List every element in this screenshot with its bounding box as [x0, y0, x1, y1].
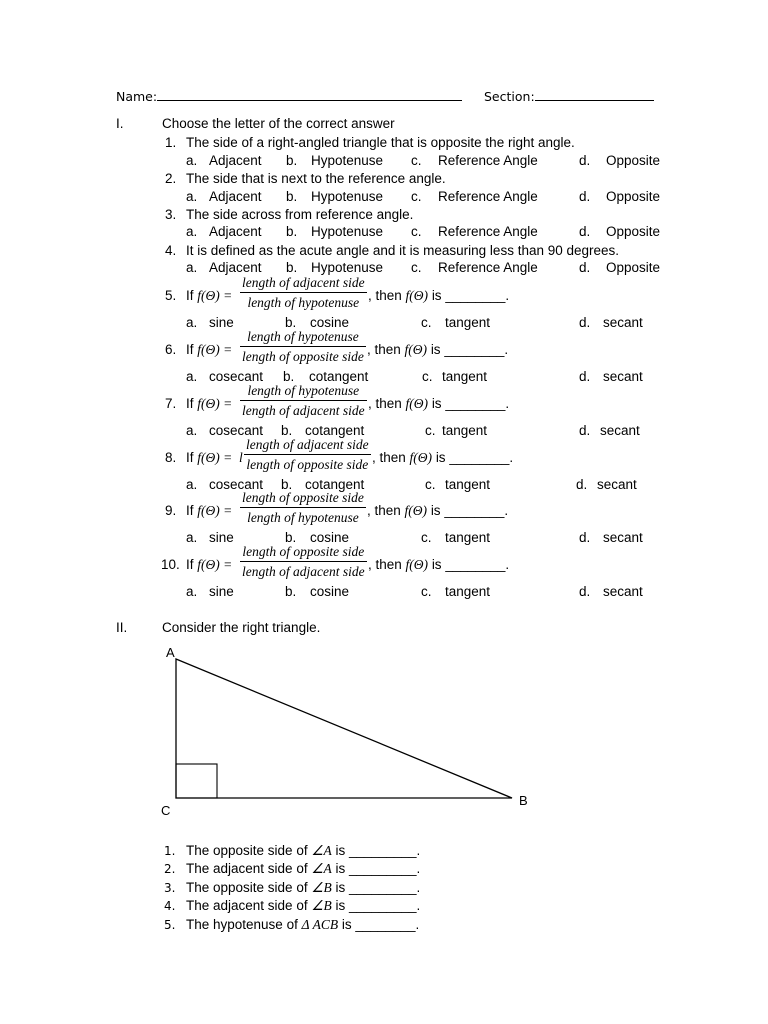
choice-letter[interactable]: b. [283, 369, 295, 384]
then-word: , then [368, 288, 402, 303]
choice-text[interactable]: sine [209, 315, 234, 330]
choice-text[interactable]: secant [597, 477, 637, 492]
choice-text[interactable]: cosine [310, 584, 350, 599]
question-formula-suffix [368, 397, 509, 411]
vertex-label-b: B [519, 793, 528, 808]
choice-text[interactable]: sine [209, 584, 234, 599]
question-formula-prefix [186, 289, 232, 303]
part2-question-text [186, 862, 420, 876]
answer-blank-text: is ________. [431, 396, 510, 411]
function-expression: f(Θ) = [197, 503, 233, 518]
question-text: The side that is next to the reference angle. [186, 171, 446, 186]
part2-question-pre: The adjacent side of [186, 898, 312, 913]
choice-letter[interactable]: b. [286, 224, 298, 239]
choice-letter[interactable]: b. [286, 260, 298, 275]
choice-letter[interactable]: d. [579, 369, 591, 384]
then-word: , then [372, 450, 406, 465]
part2-question-pre: The opposite side of [186, 880, 312, 895]
if-word: If [186, 557, 198, 572]
choice-letter[interactable]: a. [186, 315, 198, 330]
choice-text[interactable]: sine [209, 530, 234, 545]
question-number: 9. [165, 503, 177, 518]
answer-blank-text: is ________. [430, 342, 509, 357]
fraction [240, 384, 367, 417]
choice-text[interactable]: secant [600, 423, 640, 438]
part2-question-text [186, 844, 420, 858]
fraction-denominator: length of hypotenuse [247, 509, 359, 525]
if-word: If [186, 396, 198, 411]
section-blank[interactable] [535, 89, 654, 101]
question-text: The side across from reference angle. [186, 207, 414, 222]
choice-letter[interactable]: c. [411, 153, 422, 168]
choice-text[interactable]: tangent [442, 423, 488, 438]
choice-letter[interactable]: c. [422, 369, 433, 384]
function-expression-2: f(Θ) [404, 503, 428, 518]
question-number: 2. [165, 171, 177, 186]
question-formula-suffix [372, 451, 513, 465]
choice-letter[interactable]: d. [579, 224, 591, 239]
choice-letter[interactable]: a. [186, 369, 198, 384]
choice-letter[interactable]: a. [186, 260, 198, 275]
question-formula-prefix [186, 504, 232, 518]
question-number: 1. [165, 135, 177, 150]
fraction [240, 491, 366, 524]
function-expression-2: f(Θ) [405, 557, 429, 572]
question-number: 6. [165, 342, 177, 357]
function-expression-2: f(Θ) [404, 342, 428, 357]
fraction-numerator: length of adjacent side [244, 438, 371, 455]
choice-letter[interactable]: d. [579, 153, 591, 168]
choice-text[interactable]: cotangent [305, 477, 365, 492]
angle-expression: ∠B [311, 898, 332, 913]
question-formula-prefix [186, 343, 232, 357]
part2-question-pre: The opposite side of [186, 843, 312, 858]
choice-text[interactable]: Reference Angle [438, 153, 538, 168]
choice-text[interactable]: Opposite [606, 260, 661, 275]
question-number: 7. [165, 396, 177, 411]
part2-question-post: is _________. [331, 861, 421, 876]
part2-instruction: Consider the right triangle. [162, 620, 321, 635]
question-formula-suffix [367, 343, 508, 357]
if-word: If [186, 503, 198, 518]
choice-letter[interactable]: b. [285, 584, 297, 599]
choice-letter[interactable]: d. [579, 423, 591, 438]
choice-text[interactable]: secant [603, 369, 643, 384]
choice-text[interactable]: Opposite [606, 153, 661, 168]
choice-text[interactable]: Opposite [606, 189, 661, 204]
stray-letter: l [239, 450, 243, 465]
then-word: , then [368, 557, 402, 572]
choice-letter[interactable]: c. [411, 260, 422, 275]
fraction [240, 276, 367, 309]
question-number: 5. [165, 288, 177, 303]
function-expression: f(Θ) = [197, 396, 233, 411]
answer-blank-text: is ________. [435, 450, 514, 465]
choice-letter[interactable]: a. [186, 584, 198, 599]
choice-letter[interactable]: a. [186, 477, 198, 492]
fraction-denominator: length of hypotenuse [247, 294, 360, 310]
choice-letter[interactable]: b. [281, 477, 293, 492]
choice-text[interactable]: cosecant [209, 369, 264, 384]
choice-text[interactable]: tangent [445, 584, 491, 599]
then-word: , then [367, 503, 401, 518]
part2-question-text [186, 918, 419, 932]
fraction-numerator: length of hypotenuse [240, 384, 367, 401]
section-label: Section: [484, 89, 535, 104]
choice-letter[interactable]: d. [579, 260, 591, 275]
function-expression-2: f(Θ) [409, 450, 433, 465]
part2-question-post: is _________. [331, 898, 421, 913]
choice-letter[interactable]: c. [421, 584, 432, 599]
choice-letter[interactable]: a. [186, 224, 198, 239]
choice-letter[interactable]: a. [186, 189, 198, 204]
choice-text[interactable]: Hypotenuse [311, 189, 384, 204]
then-word: , then [367, 342, 401, 357]
part2-question-number: 1. [164, 844, 176, 858]
question-formula-prefix [186, 451, 232, 465]
part2-question-post: is _________. [331, 843, 421, 858]
part2-question-text [186, 899, 420, 913]
part2-question-post: is ________. [338, 917, 420, 932]
choice-letter[interactable]: b. [285, 530, 297, 545]
vertex-label-c: C [161, 803, 171, 818]
fraction [240, 330, 366, 363]
part2-question-text [186, 881, 420, 895]
fraction-denominator: length of opposite side [242, 348, 364, 364]
choice-letter[interactable]: a. [186, 423, 198, 438]
question-formula-suffix [368, 289, 509, 303]
fraction-numerator: length of adjacent side [240, 276, 367, 293]
choice-text[interactable]: Hypotenuse [311, 260, 384, 275]
choice-letter[interactable]: d. [579, 189, 591, 204]
name-label: Name: [116, 89, 158, 104]
part2-numeral: II. [116, 620, 128, 635]
choice-letter[interactable]: b. [285, 315, 297, 330]
fraction-denominator: length of opposite side [246, 456, 369, 472]
function-expression: f(Θ) = [197, 288, 233, 303]
choice-letter[interactable]: d. [579, 584, 591, 599]
fraction [244, 438, 371, 471]
fraction-numerator: length of hypotenuse [240, 330, 366, 347]
choice-text[interactable]: cosecant [209, 477, 264, 492]
angle-expression: ∠A [311, 843, 332, 858]
choice-text[interactable]: secant [603, 584, 643, 599]
part2-question-post: is _________. [331, 880, 421, 895]
choice-letter[interactable]: b. [286, 189, 298, 204]
answer-blank-text: is ________. [430, 503, 509, 518]
choice-letter[interactable]: c. [425, 423, 436, 438]
choice-text[interactable]: Adjacent [209, 153, 262, 168]
part2-question-number: 4. [164, 899, 176, 913]
function-expression: f(Θ) = [197, 342, 233, 357]
choice-text[interactable]: secant [603, 315, 643, 330]
choice-text[interactable]: Reference Angle [438, 189, 538, 204]
part2-question-number: 2. [164, 862, 176, 876]
question-number: 8. [165, 450, 177, 465]
question-formula-suffix [368, 558, 509, 572]
choice-letter[interactable]: d. [579, 315, 591, 330]
choice-text[interactable]: tangent [445, 315, 491, 330]
fraction-denominator: length of adjacent side [242, 563, 365, 579]
choice-letter[interactable]: c. [411, 224, 422, 239]
then-word: , then [368, 396, 402, 411]
choice-text[interactable]: Adjacent [209, 189, 262, 204]
question-number: 4. [165, 243, 177, 258]
choice-text[interactable]: cotangent [305, 423, 365, 438]
question-formula-prefix [186, 397, 232, 411]
function-expression: f(Θ) = [197, 557, 233, 572]
choice-text[interactable]: Adjacent [209, 224, 262, 239]
function-expression-2: f(Θ) [405, 396, 429, 411]
if-word: If [186, 342, 198, 357]
choice-letter[interactable]: b. [281, 423, 293, 438]
question-number: 3. [165, 207, 177, 222]
choice-text[interactable]: Reference Angle [438, 224, 538, 239]
name-label-row [116, 89, 462, 104]
choice-text[interactable]: cosine [310, 315, 350, 330]
choice-letter[interactable]: c. [411, 189, 422, 204]
if-word: If [186, 288, 198, 303]
answer-blank-text: is ________. [431, 288, 510, 303]
question-formula-prefix [186, 558, 232, 572]
choice-text[interactable]: cosecant [209, 423, 264, 438]
choice-text[interactable]: Opposite [606, 224, 661, 239]
question-text: The side of a right-angled triangle that is opposite the right angle. [186, 135, 575, 150]
question-text: It is defined as the acute angle and it is measuring less than 90 degrees. [186, 243, 620, 258]
choice-letter[interactable]: a. [186, 530, 198, 545]
choice-text[interactable]: tangent [445, 530, 491, 545]
choice-letter[interactable]: d. [576, 477, 588, 492]
function-expression: f(Θ) = [197, 450, 233, 465]
if-word: If [186, 450, 198, 465]
part2-question-number: 3. [164, 881, 176, 895]
angle-expression: Δ ACB [301, 917, 339, 932]
choice-letter[interactable]: c. [421, 530, 432, 545]
fraction [240, 545, 367, 578]
fraction-numerator: length of opposite side [240, 545, 367, 562]
choice-text[interactable]: secant [603, 530, 643, 545]
choice-text[interactable]: cotangent [309, 369, 369, 384]
angle-expression: ∠A [311, 861, 332, 876]
section-label-row [484, 89, 654, 104]
choice-text[interactable]: Hypotenuse [311, 224, 384, 239]
choice-text[interactable]: tangent [445, 477, 491, 492]
right-angle-marker [176, 764, 217, 798]
choice-text[interactable]: Reference Angle [438, 260, 538, 275]
part1-numeral: I. [116, 116, 124, 131]
choice-letter[interactable]: c. [421, 315, 432, 330]
choice-letter[interactable]: b. [286, 153, 298, 168]
vertex-label-a: A [166, 645, 175, 660]
choice-letter[interactable]: a. [186, 153, 198, 168]
question-formula-suffix [367, 504, 508, 518]
choice-letter[interactable]: d. [579, 530, 591, 545]
choice-text[interactable]: tangent [442, 369, 488, 384]
choice-text[interactable]: Adjacent [209, 260, 262, 275]
choice-letter[interactable]: c. [425, 477, 436, 492]
answer-blank-text: is ________. [431, 557, 510, 572]
function-expression-2: f(Θ) [405, 288, 429, 303]
part2-question-number: 5. [164, 918, 176, 932]
choice-text[interactable]: Hypotenuse [311, 153, 384, 168]
fraction-numerator: length of opposite side [240, 491, 366, 508]
part1-instruction: Choose the letter of the correct answer [162, 116, 395, 131]
fraction-denominator: length of adjacent side [242, 402, 365, 418]
choice-text[interactable]: cosine [310, 530, 350, 545]
angle-expression: ∠B [311, 880, 332, 895]
part2-question-pre: The adjacent side of [186, 861, 312, 876]
part2-question-pre: The hypotenuse of [186, 917, 302, 932]
question-number: 10. [161, 557, 180, 572]
triangle-shape [176, 659, 512, 798]
name-blank[interactable] [157, 89, 462, 101]
